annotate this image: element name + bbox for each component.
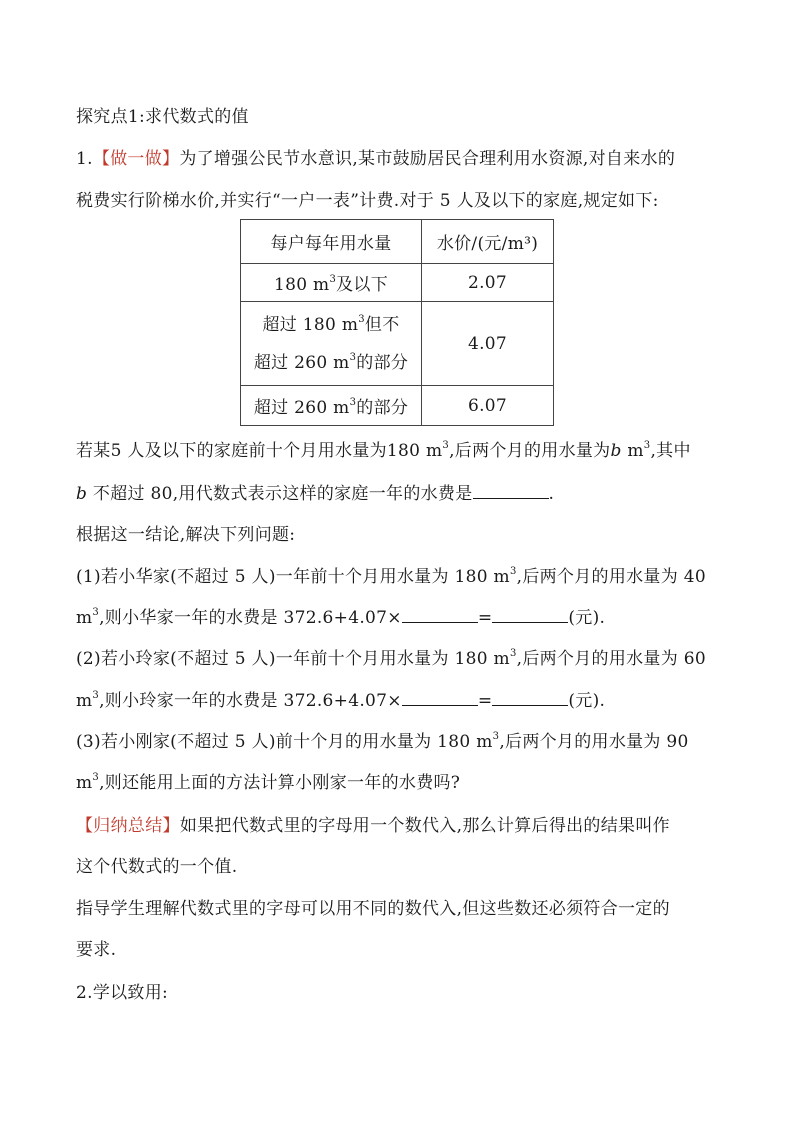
sub-question-2-line-2: $m^3$,则小玲家一年的水费是 372.6+4.07× = (元). xyxy=(76,690,606,711)
sub-question-2-line-1: (2)若小玲家(不超过 5 人)一年前十个月用水量为 180 $m^3$,后两个月的用水量为 60 xyxy=(76,648,706,669)
header-usage: 每户每年用水量 xyxy=(241,220,422,264)
answer-blank[interactable] xyxy=(473,483,549,499)
paragraph-1-line-2: b 不超过 80,用代数式表示这样的家庭一年的水费是 . xyxy=(76,484,555,504)
usage-cell: 超过 180 $m^3$但不 超过 260 $m^3$的部分 xyxy=(241,302,422,386)
question-1-line-2: 税费实行阶梯水价,并实行“一户一表”计费.对于 5 人及以下的家庭,规定如下: xyxy=(76,191,659,211)
sub-question-3-line-2: $m^3$,则还能用上面的方法计算小刚家一年的水费吗? xyxy=(76,772,461,793)
sub-question-1-line-2: $m^3$,则小华家一年的水费是 372.6+4.07× = (元). xyxy=(76,607,606,628)
sub-question-3-line-1: (3)若小刚家(不超过 5 人)前十个月的用水量为 180 $m^3$,后两个月的用水量为 90 xyxy=(76,731,689,752)
answer-blank[interactable] xyxy=(492,690,568,706)
header-price: 水价/(元/m³) xyxy=(422,220,554,264)
table-row xyxy=(241,302,554,386)
usage-cell: 180 $m^3$及以下 xyxy=(241,264,422,302)
summary-tag: 【归纳总结】 xyxy=(76,816,180,836)
section-heading: 探究点1:求代数式的值 xyxy=(76,107,249,127)
paragraph-2: 根据这一结论,解决下列问题: xyxy=(76,525,296,545)
price-cell: 2.07 xyxy=(422,264,554,302)
table-header-row xyxy=(241,220,554,264)
question-number: 1. xyxy=(76,149,93,169)
guide-line-1: 指导学生理解代数式里的字母可以用不同的数代入,但这些数还必须符合一定的 xyxy=(76,899,670,919)
answer-blank[interactable] xyxy=(492,607,568,623)
price-cell: 4.07 xyxy=(422,302,554,386)
table-row xyxy=(241,264,554,302)
paragraph-1-line-1: 若某5 人及以下的家庭前十个月用水量为180 $m^3$,后两个月的用水量为b $m^3$,其中 xyxy=(76,440,691,461)
table-row xyxy=(241,386,554,426)
usage-cell: 超过 260 $m^3$的部分 xyxy=(241,386,422,426)
question-2: 2.学以致用: xyxy=(76,983,169,1003)
summary-line-1: 【归纳总结】如果把代数式里的字母用一个数代入,那么计算后得出的结果叫作 xyxy=(76,816,670,836)
question-1-text: 为了增强公民节水意识,某市鼓励居民合理利用水资源,对自来水的 xyxy=(179,149,676,169)
price-cell: 6.07 xyxy=(422,386,554,426)
answer-blank[interactable] xyxy=(402,607,478,623)
guide-line-2: 要求. xyxy=(76,940,117,960)
water-price-table xyxy=(240,219,554,426)
answer-blank[interactable] xyxy=(402,690,478,706)
summary-line-2: 这个代数式的一个值. xyxy=(76,857,238,877)
sub-question-1-line-1: (1)若小华家(不超过 5 人)一年前十个月用水量为 180 $m^3$,后两个月的用水量为 40 xyxy=(76,566,706,587)
question-1-line-1 xyxy=(76,149,675,169)
do-it-tag: 【做一做】 xyxy=(92,149,180,169)
